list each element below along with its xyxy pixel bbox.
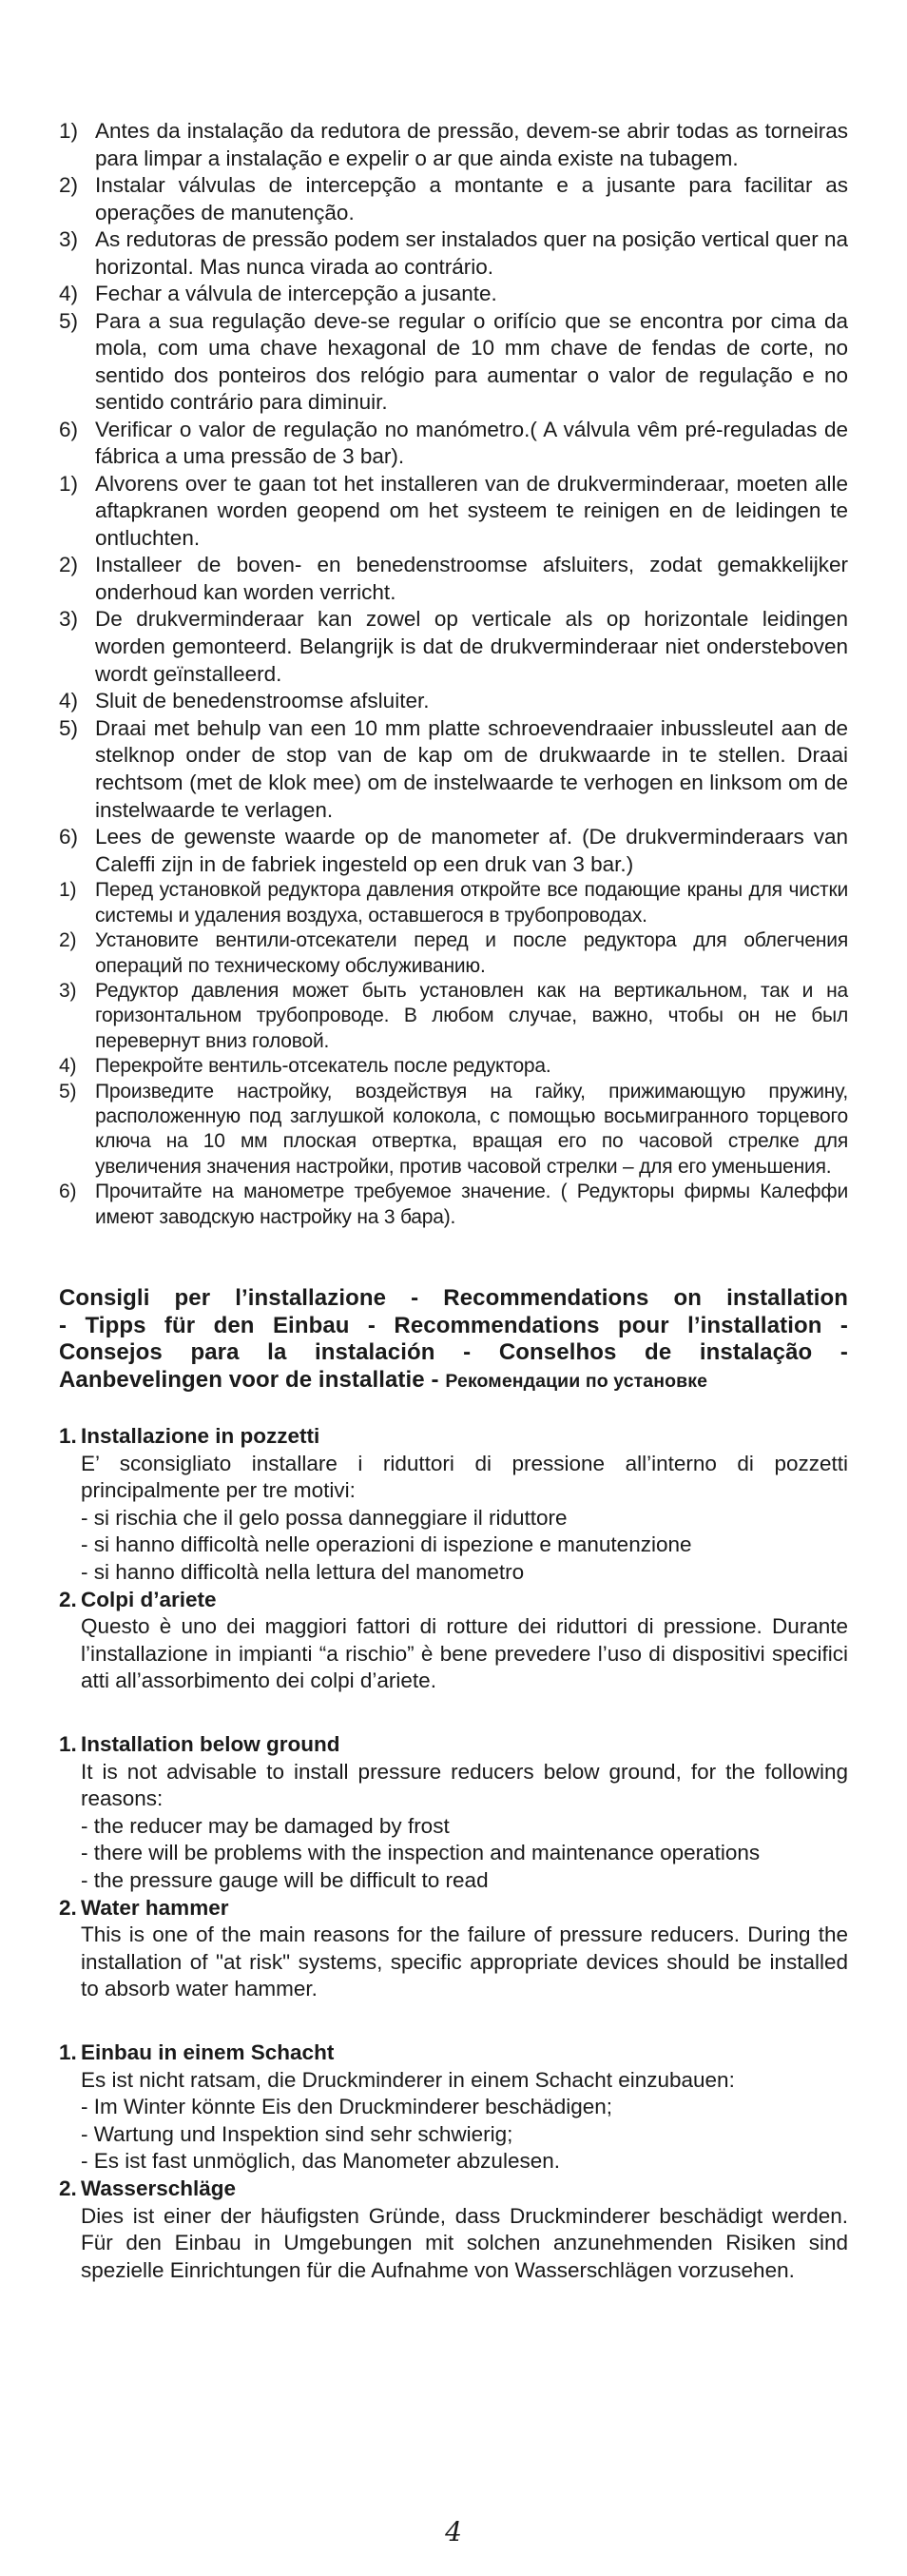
- recommendation-title: 1. Installation below ground: [59, 1732, 340, 1757]
- list-item: 3) Редуктор давления может быть установлен как на вертикальном, так и на горизонтальном трубопроводе. В любом случае, важно, чтобы он не был перевернут вниз головой.: [59, 980, 848, 1052]
- german-recommendations: [59, 2039, 848, 2284]
- section-heading: Consigli per l’installazione - Recommendations on installation - Tipps für den Einbau - Recommendations pour l’installation - Consejos para la instalación - Conselhos de instalação - Aanbevelingen voor de installatie - Рекомендации по установке: [59, 1285, 848, 1393]
- recommendation-title: 1. Einbau in einem Schacht: [59, 2039, 335, 2064]
- list-item: 3) De drukverminderaar kan zowel op verticale als op horizontale leidingen worden gemonteerd. Belangrijk is dat de drukverminderaar niet ondersteboven wordt geïnstalleerd.: [59, 607, 848, 686]
- recommendation-body: Dies ist einer der häufigsten Gründe, dass Druckminderer beschädigt werden. Für den Einbau in Umgebungen mit solchen anzunehmenden Risiken sind spezielle Einrichtungen für die Aufnahme von Wasserschlägen vorzusehen.: [81, 2203, 848, 2282]
- document-page: [59, 118, 848, 2284]
- recommendation-body: It is not advisable to install pressure reducers below ground, for the following reasons: - the reducer may be damaged by frost - there will be problems with the inspection and maintenance operations - the pressure gauge will be difficult to read: [81, 1759, 848, 1892]
- italian-recommendations: [59, 1423, 848, 1695]
- list-item: 1) Перед установкой редуктора давления откройте все подающие краны для чистки системы и удаления воздуха, оставшегося в трубопроводах.: [59, 879, 848, 927]
- dutch-instructions: [59, 471, 848, 879]
- list-item: 2) Установите вентили-отсекатели перед и после редуктора для облегчения операций по техническому обслуживанию.: [59, 929, 848, 977]
- recommendation-title: 2. Wasserschläge: [59, 2176, 237, 2200]
- recommendation-title: 2. Colpi d’ariete: [59, 1587, 217, 1611]
- list-item: 5) Draai met behulp van een 10 mm platte schroevendraaier inbussleutel aan de stelknop onder de stop van de kap om de drukwaarde in te stellen. Draai rechtsom (met de klok mee) om de instelwaarde te verhogen en linksom om de instelwaarde te verlagen.: [59, 715, 848, 822]
- list-item: 4) Перекройте вентиль-отсекатель после редуктора.: [59, 1055, 551, 1078]
- recommendation-body: Questo è uno dei maggiori fattori di rotture dei riduttori di pressione. Durante l’installazione in impianti “a rischio” è bene prevedere l’uso di dispositivi specifici atti all’assorbimento dei colpi d’ariete.: [81, 1614, 848, 1693]
- recommendation-body: E’ sconsigliato installare i riduttori di pressione all’interno di pozzetti principalmente per tre motivi: - si rischia che il gelo possa danneggiare il riduttore - si hanno difficoltà nelle operazioni di ispezione e manutenzione - si hanno difficoltà nella lettura del manometro: [81, 1451, 848, 1585]
- list-item: 3) As redutoras de pressão podem ser instalados quer na posição vertical quer na horizontal. Mas nunca virada ao contrário.: [59, 227, 848, 279]
- list-item: 6) Прочитайте на манометре требуемое значение. ( Редукторы фирмы Калеффи имеют заводскую настройку на 3 бара).: [59, 1181, 848, 1228]
- list-item: 6) Lees de gewenste waarde op de manometer af. (De drukverminderaars van Caleffi zijn in de fabriek ingesteld op een druk van 3 bar.): [59, 825, 848, 876]
- list-item: 1) Antes da instalação da redutora de pressão, devem-se abrir todas as torneiras para limpar a instalação e expelir o ar que ainda existe na tubagem.: [59, 119, 848, 170]
- recommendation-title: 1. Installazione in pozzetti: [59, 1424, 320, 1449]
- list-item: 2) Installeer de boven- en benedenstroomse afsluiters, zodat gemakkelijker onderhoud kan worden verricht.: [59, 553, 848, 604]
- list-item: 1) Alvorens over te gaan tot het installeren van de drukverminderaar, moeten alle aftapkranen worden geopend om het systeem te reinigen en de leidingen te ontluchten.: [59, 471, 848, 550]
- english-recommendations: [59, 1731, 848, 2003]
- page-number: 4: [445, 2516, 462, 2547]
- list-item: 5) Para a sua regulação deve-se regular o orifício que se encontra por cima da mola, com uma chave hexagonal de 10 mm chave de fendas de corte, no sentido dos ponteiros dos relógio para aumentar o valor de regulação e no sentido contrário para diminuir.: [59, 308, 848, 414]
- recommendation-body: This is one of the main reasons for the failure of pressure reducers. During the installation of "at risk" systems, specific appropriate devices should be installed to absorb water hammer.: [81, 1922, 848, 2001]
- list-item: 6) Verificar o valor de regulação no manómetro.( A válvula vêm pré-reguladas de fábrica a uma pressão de 3 bar).: [59, 417, 848, 468]
- list-item: 4) Sluit de benedenstroomse afsluiter.: [59, 689, 430, 713]
- list-item: 5) Произведите настройку, воздействуя на гайку, прижимающую пружину, расположенную под заглушкой колокола, с помощью восьмигранного торцевого ключа на 10 мм плоская отвертка, вращая его по часовой стрелке для увеличения значения настройки, против часовой стрелки – для его уменьшения.: [59, 1080, 848, 1178]
- russian-instructions: [59, 878, 848, 1230]
- list-item: 4) Fechar a válvula de intercepção a jusante.: [59, 282, 497, 305]
- portuguese-instructions: [59, 118, 848, 471]
- recommendation-title: 2. Water hammer: [59, 1895, 229, 1920]
- list-item: 2) Instalar válvulas de intercepção a montante e a jusante para facilitar as operações de manutenção.: [59, 173, 848, 224]
- recommendation-body: Es ist nicht ratsam, die Druckminderer in einem Schacht einzubauen: - Im Winter könnte Eis den Druckminderer beschädigen; - Wartung und Inspektion sind sehr schwierig; - Es ist fast unmöglich, das Manometer abzulesen.: [81, 2067, 735, 2174]
